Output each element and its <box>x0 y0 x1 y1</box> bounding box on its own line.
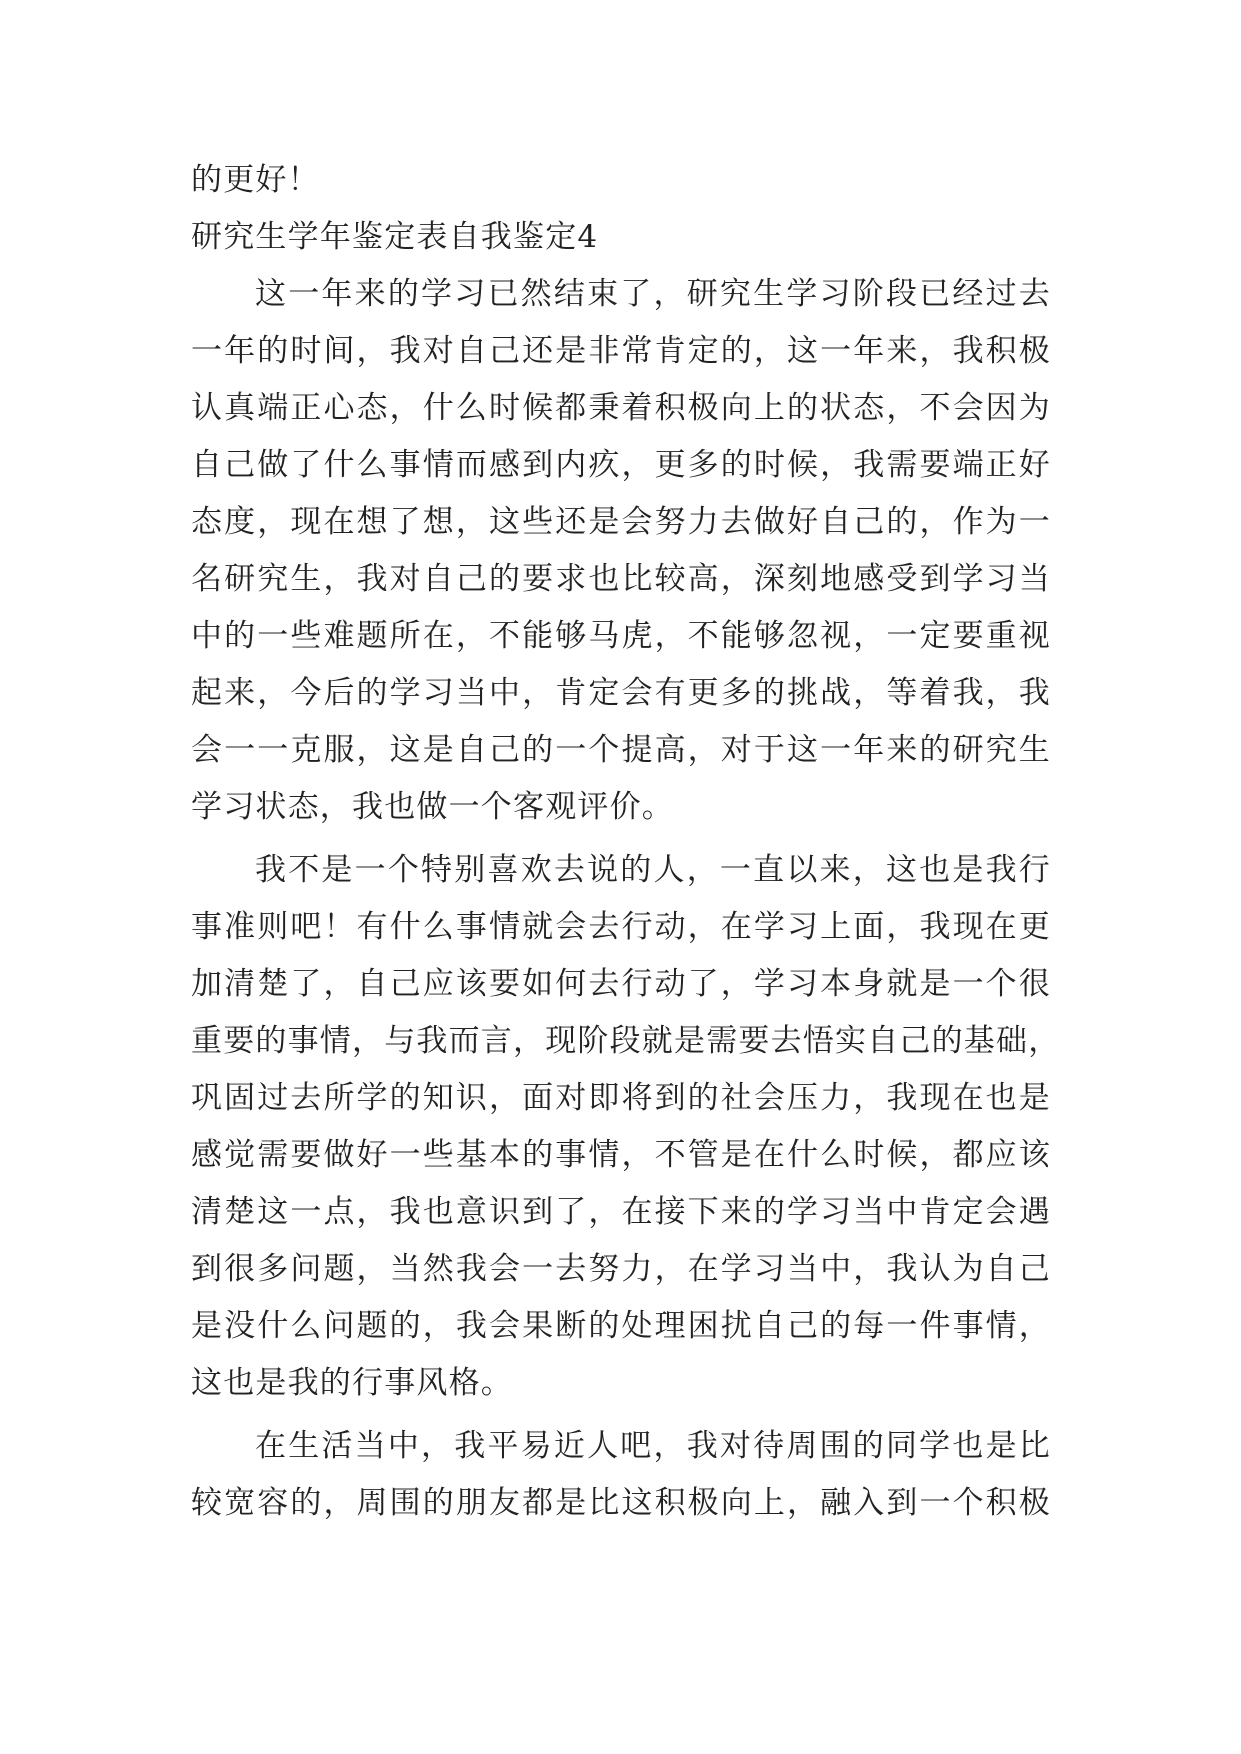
paragraph-line: 加清楚了，自己应该要如何去行动了，学习本身就是一个很 <box>191 966 1051 1002</box>
paragraph-line: 名研究生，我对自己的要求也比较高，深刻地感受到学习当 <box>191 561 1051 597</box>
paragraph-line: 起来，今后的学习当中，肯定会有更多的挑战，等着我，我 <box>191 675 1051 711</box>
paragraph-line: 是没什么问题的，我会果断的处理困扰自己的每一件事情， <box>191 1308 1051 1344</box>
paragraph-line: 在生活当中，我平易近人吧，我对待周围的同学也是比 <box>255 1428 1051 1464</box>
paragraph-line: 清楚这一点，我也意识到了，在接下来的学习当中肯定会遇 <box>191 1194 1051 1230</box>
paragraph-line: 我不是一个特别喜欢去说的人，一直以来，这也是我行 <box>255 852 1051 888</box>
paragraph-line: 到很多问题，当然我会一去努力，在学习当中，我认为自己 <box>191 1251 1051 1287</box>
paragraph-1 <box>191 266 1051 836</box>
paragraph-line: 事准则吧！有什么事情就会去行动，在学习上面，我现在更 <box>191 909 1051 945</box>
paragraph-line: 一年的时间，我对自己还是非常肯定的，这一年来，我积极 <box>191 333 1051 369</box>
paragraph-line: 认真端正心态，什么时候都秉着积极向上的状态，不会因为 <box>191 390 1051 426</box>
section-heading: 研究生学年鉴定表自我鉴定4 <box>191 219 599 255</box>
continuation-line: 的更好！ <box>191 162 320 198</box>
paragraph-line: 巩固过去所学的知识，面对即将到的社会压力，我现在也是 <box>191 1080 1051 1116</box>
paragraph-line: 重要的事情，与我而言，现阶段就是需要去悟实自己的基础， <box>191 1023 1061 1059</box>
paragraph-3 <box>191 1418 1051 1532</box>
paragraph-2 <box>191 842 1061 1412</box>
document-body <box>191 152 1061 1532</box>
paragraph-line: 会一一克服，这是自己的一个提高，对于这一年来的研究生 <box>191 732 1051 768</box>
paragraph-line: 这也是我的行事风格。 <box>191 1365 513 1401</box>
paragraph-line: 较宽容的，周围的朋友都是比这积极向上，融入到一个积极 <box>191 1485 1051 1521</box>
paragraph-line: 感觉需要做好一些基本的事情，不管是在什么时候，都应该 <box>191 1137 1051 1173</box>
paragraph-line: 这一年来的学习已然结束了，研究生学习阶段已经过去 <box>255 276 1051 312</box>
paragraph-line: 态度，现在想了想，这些还是会努力去做好自己的，作为一 <box>191 504 1051 540</box>
paragraph-line: 自己做了什么事情而感到内疚，更多的时候，我需要端正好 <box>191 447 1051 483</box>
paragraph-line: 中的一些难题所在，不能够马虎，不能够忽视，一定要重视 <box>191 618 1051 654</box>
paragraph-line: 学习状态，我也做一个客观评价。 <box>191 789 674 825</box>
